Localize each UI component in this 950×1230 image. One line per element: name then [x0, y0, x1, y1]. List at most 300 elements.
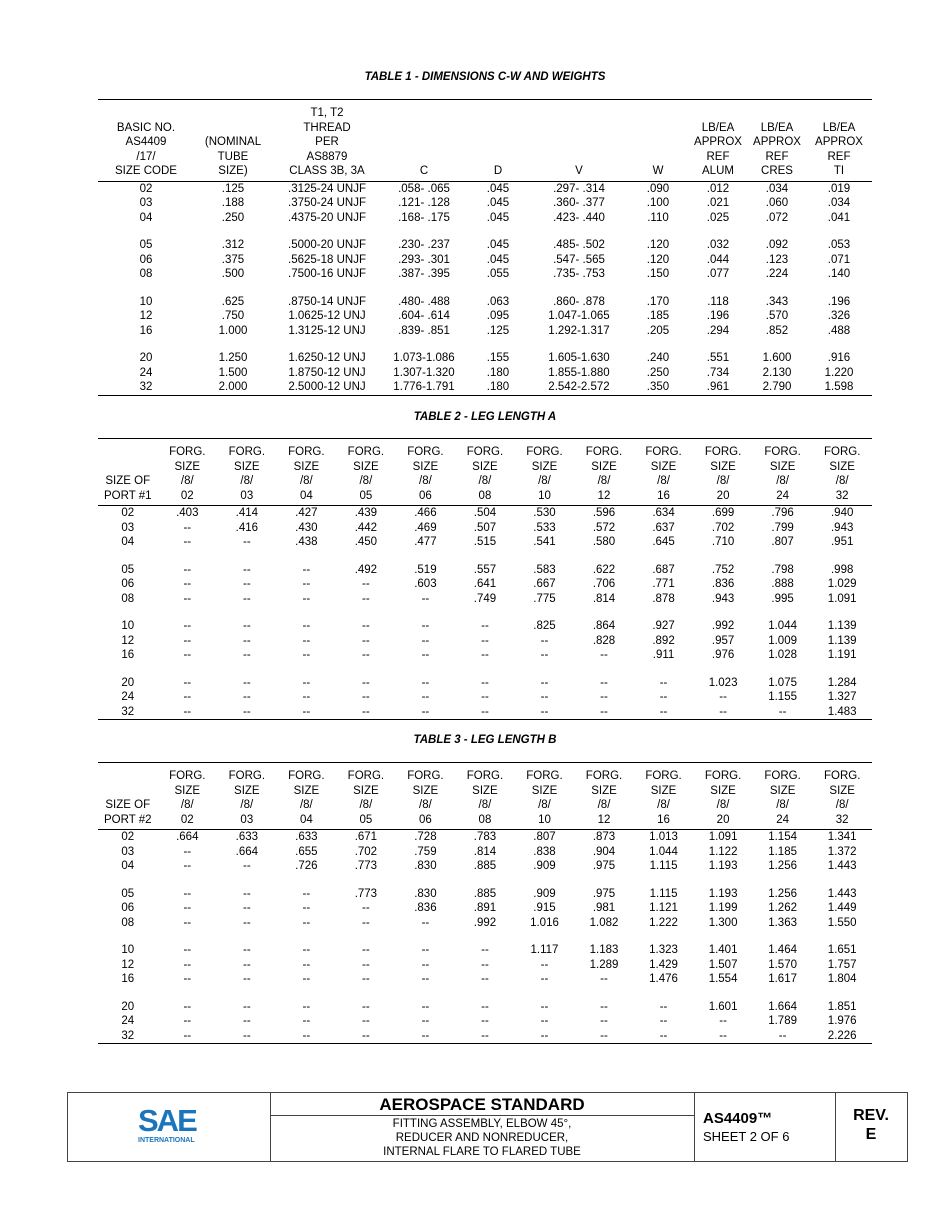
- table-cell: --: [183, 676, 192, 689]
- table-cell: --: [634, 1029, 694, 1044]
- table-cell: 1.289: [589, 958, 619, 971]
- table-row: [98, 253, 872, 268]
- table-cell: --: [540, 676, 549, 689]
- table-cell: 1.476: [649, 973, 678, 985]
- table-cell: .641: [473, 578, 497, 590]
- table-cell: .775: [533, 592, 556, 605]
- table-cell: 1.122: [708, 845, 738, 858]
- table-row: [98, 916, 872, 931]
- table-cell: --: [362, 1000, 370, 1013]
- table-cell: .814: [592, 592, 616, 605]
- table-cell: --: [362, 691, 370, 703]
- table-cell: .032: [706, 239, 730, 251]
- column-header: FORG. SIZE /8/ 20: [693, 763, 753, 830]
- table-cell: .500: [221, 268, 245, 280]
- table-row: [98, 506, 872, 521]
- table-cell: --: [302, 1015, 311, 1027]
- table-cell: --: [600, 691, 608, 703]
- table-cell: .710: [711, 536, 735, 548]
- table-cell: .360- .377: [553, 197, 605, 209]
- table-cell: 1.341: [827, 831, 857, 843]
- table-cell: 1.8750-12 UNJ: [288, 366, 366, 379]
- table-cell: .125: [486, 324, 510, 337]
- table-cell: --: [183, 521, 192, 534]
- table-cell: 1.664: [768, 1000, 797, 1013]
- table-cell: .312: [221, 239, 245, 251]
- table-cell: 20: [121, 1000, 135, 1013]
- table-cell: .702: [711, 521, 735, 534]
- table-row: [98, 225, 872, 253]
- table-cell: --: [302, 944, 311, 956]
- table-cell: --: [600, 676, 608, 689]
- column-header: FORG. SIZE /8/ 05: [336, 439, 396, 506]
- table-cell: .533: [533, 521, 556, 534]
- title-line: INTERNAL FLARE TO FLARED TUBE: [383, 1146, 581, 1158]
- table-cell: .403: [176, 507, 199, 519]
- table-cell: 03: [139, 197, 153, 209]
- table-cell: .063: [486, 295, 510, 308]
- table-cell: 1.028: [768, 649, 797, 661]
- revision-cell: [835, 1093, 907, 1161]
- table-cell: --: [242, 536, 251, 548]
- column-header: FORG. SIZE /8/ 08: [455, 763, 515, 830]
- table-cell: --: [481, 634, 489, 647]
- table-cell: 1.500: [218, 366, 248, 379]
- table-cell: .888: [771, 578, 794, 590]
- table-cell: 1.191: [827, 649, 857, 661]
- table-cell: .188: [221, 197, 245, 209]
- table-cell: .541: [533, 536, 556, 548]
- column-header: V: [530, 100, 628, 182]
- sae-logo-text: SAE: [138, 1103, 196, 1138]
- table-cell: 1.601: [708, 1000, 738, 1013]
- table-cell: .019: [827, 182, 851, 195]
- table-cell: --: [302, 578, 311, 590]
- table-row: [98, 972, 872, 987]
- table-cell: .637: [652, 521, 675, 534]
- table-cell: 1.443: [827, 887, 857, 900]
- table-cell: 1.401: [708, 944, 738, 956]
- table-cell: .060: [765, 197, 789, 209]
- table-cell: --: [634, 705, 694, 720]
- table-cell: .645: [652, 536, 675, 548]
- table-cell: 03: [121, 845, 135, 858]
- table-cell: --: [183, 1000, 192, 1013]
- table-row: [98, 606, 872, 634]
- table-cell: --: [302, 887, 311, 900]
- table-cell: --: [336, 705, 396, 720]
- table-row: [98, 690, 872, 705]
- table-cell: 04: [139, 211, 153, 224]
- table-cell: 2.542-2.572: [530, 380, 628, 395]
- table-cell: --: [336, 1029, 396, 1044]
- table-cell: .442: [354, 521, 378, 534]
- table-cell: .836: [711, 578, 735, 590]
- table-cell: .604- .614: [398, 310, 450, 322]
- table-cell: --: [362, 1015, 370, 1027]
- table-cell: --: [242, 1000, 251, 1013]
- table-cell: .488: [827, 324, 851, 337]
- table-cell: --: [242, 902, 251, 914]
- table-cell: 32: [98, 705, 158, 720]
- table-row: [98, 380, 872, 395]
- table-cell: .728: [414, 831, 437, 843]
- table-row: [98, 648, 872, 663]
- column-header: LB/EA APPROX REF ALUM: [688, 100, 748, 182]
- table-cell: .773: [354, 860, 378, 872]
- table-cell: --: [481, 958, 489, 971]
- table-cell: --: [693, 705, 753, 720]
- table-cell: .041: [827, 211, 851, 224]
- table-cell: 1.009: [768, 634, 797, 647]
- table-cell: .734: [706, 366, 730, 379]
- table-cell: 10: [139, 295, 153, 308]
- table-cell: --: [158, 705, 218, 720]
- table-cell: --: [242, 887, 251, 900]
- table-cell: 1.789: [768, 1015, 797, 1027]
- table-cell: 1.256: [768, 887, 797, 900]
- table-cell: .671: [354, 831, 378, 843]
- table-cell: .469: [414, 521, 437, 534]
- table-cell: .430: [295, 521, 318, 534]
- table-cell: --: [540, 691, 549, 703]
- table-cell: .021: [706, 197, 730, 209]
- table-cell: .664: [235, 845, 259, 858]
- table-cell: .530: [533, 507, 556, 519]
- table-row: [98, 521, 872, 536]
- table-cell: .915: [533, 902, 556, 914]
- table-cell: 1.075: [768, 676, 797, 689]
- column-header: FORG. SIZE /8/ 32: [812, 439, 872, 506]
- table-cell: --: [183, 592, 192, 605]
- table-row: [98, 324, 872, 339]
- table-cell: --: [242, 649, 251, 661]
- table-cell: --: [302, 691, 311, 703]
- table-row: [98, 845, 872, 860]
- table-cell: .927: [652, 620, 675, 632]
- table-cell: .034: [765, 182, 789, 195]
- table-cell: .439: [354, 507, 378, 519]
- table-cell: .975: [592, 887, 616, 900]
- table-cell: 04: [121, 860, 135, 872]
- table-cell: .735- .753: [553, 268, 605, 280]
- table-cell: 1.507: [708, 958, 738, 971]
- table-cell: .783: [473, 831, 497, 843]
- table-cell: --: [659, 676, 668, 689]
- table-cell: 1.193: [708, 860, 738, 872]
- column-header: FORG. SIZE /8/ 24: [753, 439, 813, 506]
- table-cell: --: [183, 649, 192, 661]
- doc-number-cell: [694, 1093, 836, 1161]
- table-cell: .180: [486, 366, 510, 379]
- table-cell: --: [600, 1000, 608, 1013]
- table-row: [98, 577, 872, 592]
- table-cell: --: [302, 634, 311, 647]
- table-cell: 1.250: [218, 352, 248, 364]
- table-row: [98, 267, 872, 282]
- table-cell: 1.091: [827, 592, 857, 605]
- table-cell: .892: [652, 634, 675, 647]
- table-cell: 20: [139, 352, 153, 364]
- table-cell: --: [421, 676, 430, 689]
- table2: [98, 438, 872, 720]
- table-cell: .976: [711, 649, 735, 661]
- table-row: [98, 309, 872, 324]
- table1: [98, 99, 872, 396]
- table-cell: 05: [121, 563, 135, 576]
- table-cell: 12: [139, 310, 153, 322]
- table-cell: .687: [652, 563, 675, 576]
- table-cell: .034: [827, 197, 851, 209]
- table-cell: .100: [646, 197, 670, 209]
- table-cell: --: [421, 649, 430, 661]
- table-cell: --: [183, 860, 192, 872]
- table-cell: --: [362, 676, 370, 689]
- table-cell: --: [362, 620, 370, 632]
- table-cell: .580: [592, 536, 616, 548]
- table-cell: .072: [765, 211, 789, 224]
- table-cell: 1.220: [824, 366, 854, 379]
- table-cell: .911: [652, 649, 675, 661]
- table-cell: --: [242, 676, 251, 689]
- column-header: T1, T2 THREAD PER AS8879 CLASS 3B, 3A: [272, 100, 382, 182]
- table-row: [98, 830, 872, 845]
- table-cell: .477: [414, 536, 437, 548]
- table-cell: --: [362, 649, 370, 661]
- table-cell: --: [659, 1015, 668, 1027]
- table-cell: .196: [827, 295, 851, 308]
- title-line: FITTING ASSEMBLY, ELBOW 45°,: [392, 1118, 572, 1130]
- table-cell: --: [540, 1000, 549, 1013]
- table-cell: 1.117: [530, 944, 559, 956]
- table-cell: --: [455, 705, 515, 720]
- table-cell: .706: [592, 578, 616, 590]
- table-cell: .995: [771, 592, 794, 605]
- table-cell: --: [540, 634, 549, 647]
- column-header: FORG. SIZE /8/ 03: [217, 439, 277, 506]
- table-cell: 02: [121, 831, 135, 843]
- table-cell: .125: [221, 182, 245, 195]
- table-row: [98, 1014, 872, 1029]
- title-cell: [270, 1093, 695, 1161]
- table-cell: .547- .565: [553, 253, 605, 266]
- column-header: FORG. SIZE /8/ 12: [574, 763, 634, 830]
- table-cell: .423- .440: [553, 211, 605, 224]
- table-row: [98, 987, 872, 1015]
- table-cell: 1.776-1.791: [382, 380, 466, 395]
- table-cell: .077: [706, 268, 730, 280]
- table-cell: .699: [711, 507, 735, 519]
- table-cell: 1.121: [649, 902, 678, 914]
- table-cell: --: [600, 973, 608, 985]
- table-cell: --: [719, 691, 727, 703]
- table-cell: .120: [646, 239, 670, 251]
- table-cell: .557: [473, 563, 497, 576]
- table-cell: .830: [414, 860, 437, 872]
- table-cell: 1.044: [768, 620, 797, 632]
- table-cell: .012: [706, 182, 730, 195]
- table-cell: 24: [139, 366, 153, 379]
- table-cell: --: [362, 973, 370, 985]
- table-cell: --: [540, 958, 549, 971]
- table-cell: .909: [533, 860, 556, 872]
- table-cell: 12: [121, 634, 135, 647]
- table-cell: 32: [98, 1029, 158, 1044]
- table-cell: 1.550: [827, 916, 857, 929]
- column-header: FORG. SIZE /8/ 10: [515, 763, 575, 830]
- table-cell: .205: [646, 324, 670, 337]
- table-cell: 1.372: [827, 845, 857, 858]
- table-cell: 2.790: [748, 380, 806, 395]
- table-cell: .625: [221, 295, 245, 308]
- table-cell: .224: [765, 268, 789, 280]
- table-cell: .095: [486, 310, 510, 322]
- table-cell: .297- .314: [553, 182, 605, 195]
- title-block: [67, 1092, 908, 1162]
- table-cell: --: [242, 944, 251, 956]
- table-cell: 05: [121, 887, 135, 900]
- table-cell: .150: [646, 268, 670, 280]
- table-cell: --: [515, 1029, 575, 1044]
- table-cell: 1.855-1.880: [548, 366, 610, 379]
- table-cell: .044: [706, 253, 730, 266]
- table-row: [98, 705, 872, 720]
- table-cell: --: [302, 1000, 311, 1013]
- table-cell: .807: [533, 831, 556, 843]
- table-cell: 16: [121, 649, 135, 661]
- table-cell: 32: [98, 380, 194, 395]
- table-cell: .864: [592, 620, 616, 632]
- column-header: FORG. SIZE /8/ 32: [812, 763, 872, 830]
- title-line: REDUCER AND NONREDUCER,: [395, 1132, 569, 1144]
- table-cell: .3750-24 UNJF: [288, 197, 366, 209]
- table-cell: --: [242, 620, 251, 632]
- table-cell: --: [302, 958, 311, 971]
- column-header: W: [628, 100, 688, 182]
- table-cell: --: [277, 1029, 337, 1044]
- column-header: LB/EA APPROX REF CRES: [748, 100, 806, 182]
- table-cell: .752: [711, 563, 735, 576]
- table-cell: 2.5000-12 UNJ: [272, 380, 382, 395]
- column-header: FORG. SIZE /8/ 03: [217, 763, 277, 830]
- table-cell: .603: [414, 578, 437, 590]
- header-row: [98, 100, 872, 182]
- table-cell: 05: [139, 239, 153, 251]
- table-cell: --: [515, 705, 575, 720]
- table-cell: 1.047-1.065: [548, 310, 610, 322]
- column-header: FORG. SIZE /8/ 06: [396, 763, 456, 830]
- table-row: [98, 634, 872, 649]
- table-cell: --: [362, 944, 370, 956]
- table-cell: 1.185: [768, 845, 797, 858]
- table-cell: --: [183, 1015, 192, 1027]
- table-cell: .045: [486, 182, 510, 195]
- column-header: BASIC NO. AS4409 /17/ SIZE CODE: [98, 100, 194, 182]
- table-cell: .961: [688, 380, 748, 395]
- table-cell: .596: [592, 507, 616, 519]
- table-cell: --: [481, 1015, 489, 1027]
- table-cell: 1.600: [762, 352, 792, 364]
- table-cell: --: [183, 620, 192, 632]
- table-cell: .427: [295, 507, 318, 519]
- column-header: FORG. SIZE /8/ 04: [277, 439, 337, 506]
- logo-cell: [68, 1093, 271, 1161]
- table-cell: --: [183, 973, 192, 985]
- table-cell: 06: [139, 253, 153, 266]
- table-cell: --: [362, 634, 370, 647]
- table-cell: .196: [706, 310, 730, 322]
- table-cell: .940: [830, 507, 854, 519]
- table-cell: --: [421, 1015, 430, 1027]
- table-cell: --: [183, 887, 192, 900]
- table-cell: .551: [706, 352, 730, 364]
- header-row: [98, 439, 872, 506]
- table-cell: .798: [771, 563, 794, 576]
- table-cell: .891: [473, 902, 497, 914]
- header-row: [98, 763, 872, 830]
- table-cell: 1.363: [768, 916, 797, 929]
- table-cell: 02: [139, 182, 153, 195]
- table-cell: 1.651: [827, 944, 857, 956]
- table-cell: .3125-24 UNJF: [288, 182, 366, 195]
- table-cell: --: [242, 634, 251, 647]
- table-cell: 08: [121, 916, 135, 929]
- table-cell: .773: [354, 887, 378, 900]
- table-cell: .664: [176, 831, 199, 843]
- table-cell: --: [481, 973, 489, 985]
- table-cell: --: [183, 536, 192, 548]
- column-header: FORG. SIZE /8/ 10: [515, 439, 575, 506]
- table-cell: .885: [473, 887, 497, 900]
- revision: [835, 1106, 907, 1144]
- table-cell: --: [421, 592, 430, 605]
- table-row: [98, 1029, 872, 1044]
- table-cell: 1.082: [589, 916, 619, 929]
- table-cell: .025: [706, 211, 730, 224]
- table-cell: 1.029: [827, 578, 857, 590]
- table-row: [98, 550, 872, 578]
- table-cell: --: [719, 1015, 727, 1027]
- table-cell: .123: [765, 253, 789, 266]
- table-cell: --: [183, 845, 192, 858]
- table-cell: --: [574, 1029, 634, 1044]
- table-cell: 1.598: [806, 380, 872, 395]
- table-cell: 1.300: [708, 916, 738, 929]
- table-cell: 1.256: [768, 860, 797, 872]
- table-cell: 12: [121, 958, 135, 971]
- sheet-number: SHEET 2 OF 6: [703, 1129, 790, 1144]
- table-cell: --: [481, 944, 489, 956]
- table-cell: .667: [533, 578, 556, 590]
- column-header: FORG. SIZE /8/ 04: [277, 763, 337, 830]
- table-cell: .416: [235, 521, 259, 534]
- table-cell: .326: [827, 310, 851, 322]
- table-cell: --: [183, 563, 192, 576]
- table-cell: --: [217, 705, 277, 720]
- table-cell: 08: [139, 268, 153, 280]
- table-cell: 1.115: [649, 887, 678, 900]
- table-cell: .055: [486, 268, 510, 280]
- table-cell: 1.464: [768, 944, 797, 956]
- table-cell: 1.091: [708, 831, 738, 843]
- table-cell: .350: [628, 380, 688, 395]
- column-header: FORG. SIZE /8/ 06: [396, 439, 456, 506]
- standard-type: AEROSPACE STANDARD: [270, 1093, 694, 1116]
- table-cell: .807: [771, 536, 794, 548]
- table-cell: .7500-16 UNJF: [288, 268, 366, 280]
- table-cell: .121- .128: [398, 197, 450, 209]
- table-cell: --: [481, 1000, 489, 1013]
